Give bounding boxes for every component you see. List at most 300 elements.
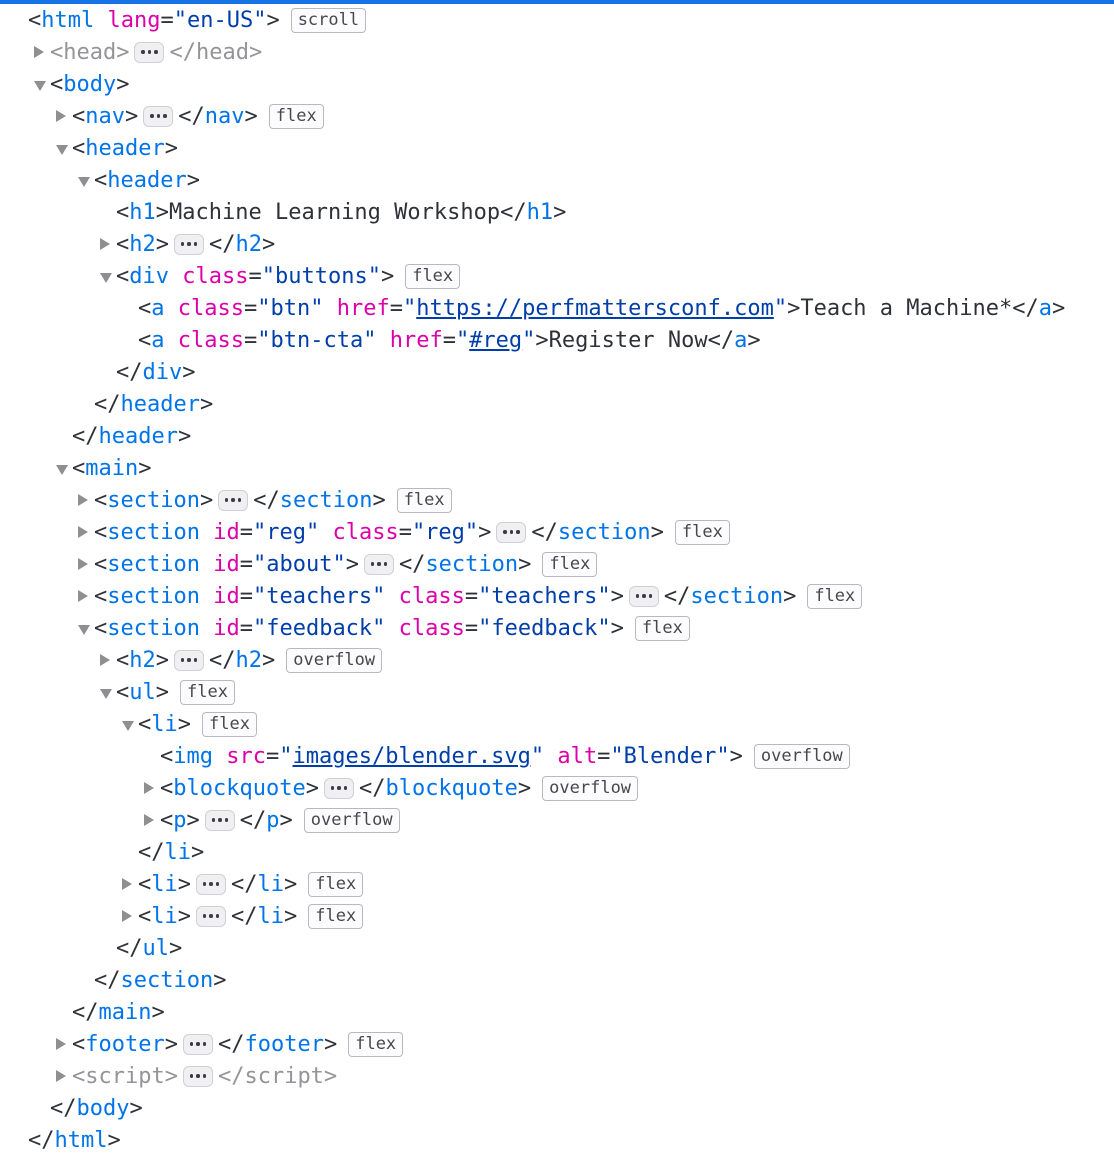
tag-name: li	[151, 711, 178, 737]
syntax-punctuation	[213, 744, 226, 769]
badge-flex[interactable]: flex	[397, 488, 452, 513]
syntax-punctuation: >	[177, 711, 191, 737]
tag-name: li	[164, 839, 191, 865]
tree-row-section[interactable]	[0, 580, 1114, 612]
attribute-name: lang	[107, 7, 161, 33]
indent-spacer	[0, 724, 121, 725]
collapse-arrow-icon[interactable]	[99, 676, 116, 708]
syntax-punctuation: </	[94, 967, 121, 993]
tag-name: html	[54, 1127, 108, 1153]
syntax-punctuation: >	[262, 647, 276, 673]
tag-name: a	[1038, 295, 1052, 321]
tag-name: a	[151, 327, 165, 353]
ellipsis-expander-button[interactable]	[629, 586, 659, 607]
tree-row-li[interactable]	[0, 868, 1114, 900]
syntax-punctuation: </	[231, 871, 258, 897]
indent-spacer	[0, 916, 121, 917]
indent-spacer	[0, 692, 99, 693]
tag-name: body	[63, 71, 117, 97]
tree-row-main[interactable]	[0, 452, 1114, 484]
tree-row-section[interactable]	[0, 516, 1114, 548]
tag-name: p	[266, 807, 280, 833]
attribute-value: "feedback"	[252, 615, 386, 641]
badge-flex[interactable]: flex	[308, 904, 363, 929]
attribute-value: "	[402, 295, 417, 321]
syntax-punctuation: </	[72, 423, 99, 449]
syntax-punctuation: >	[199, 391, 214, 417]
attribute-name: alt	[557, 743, 598, 769]
ellipsis-expander-button[interactable]	[143, 106, 173, 127]
syntax-punctuation: <	[72, 135, 86, 161]
indent-spacer	[0, 436, 72, 437]
tag-name: li	[151, 903, 178, 929]
tag-name: h1	[526, 199, 554, 225]
syntax-punctuation: >	[182, 359, 196, 385]
tree-row-html[interactable]	[0, 1124, 1114, 1156]
syntax-punctuation: </	[500, 199, 527, 225]
attribute-value: "	[522, 327, 536, 353]
syntax-punctuation: <	[116, 199, 130, 225]
syntax-punctuation: =	[239, 519, 253, 545]
tree-row-div[interactable]	[0, 356, 1114, 388]
badge-flex[interactable]: flex	[675, 520, 730, 545]
syntax-punctuation: </	[707, 327, 735, 353]
expand-arrow-icon[interactable]	[33, 36, 50, 68]
syntax-punctuation: <	[116, 231, 130, 257]
attribute-name: id	[213, 519, 240, 545]
syntax-punctuation: =	[239, 551, 253, 577]
syntax-punctuation: >	[517, 775, 532, 801]
tag-name: section	[690, 583, 784, 609]
badge-overflow: overflow	[304, 808, 400, 833]
tree-row-nav[interactable]	[0, 100, 1114, 132]
ellipsis-expander-button[interactable]	[174, 650, 204, 671]
attribute-value: "buttons"	[261, 263, 381, 289]
syntax-punctuation: >	[164, 1031, 178, 1057]
indent-spacer	[0, 628, 77, 629]
tag-name: li	[257, 871, 284, 897]
badge-scroll[interactable]: scroll	[291, 8, 366, 33]
ellipsis-expander-button[interactable]	[364, 554, 394, 575]
indent-spacer	[0, 244, 99, 245]
syntax-punctuation: >	[186, 807, 200, 833]
expand-arrow-icon[interactable]	[55, 100, 72, 132]
expand-arrow-icon[interactable]	[121, 868, 138, 900]
syntax-punctuation: </	[209, 231, 236, 257]
tree-row-body[interactable]	[0, 1092, 1114, 1124]
syntax-punctuation: <	[94, 551, 108, 577]
tag-name: section	[107, 615, 200, 641]
syntax-punctuation: <	[160, 743, 174, 769]
attribute-link[interactable]: https://perfmattersconf.com	[416, 295, 774, 321]
syntax-punctuation: <	[138, 711, 152, 737]
tree-row-script[interactable]	[0, 1060, 1114, 1092]
attribute-value: "btn"	[257, 295, 324, 321]
syntax-punctuation: >	[518, 551, 532, 577]
tag-name: header	[98, 423, 178, 449]
syntax-punctuation: <	[160, 775, 174, 801]
tree-row-h1[interactable]	[0, 196, 1114, 228]
badge-overflow: overflow	[754, 744, 850, 769]
attribute-link[interactable]: images/blender.svg	[292, 743, 531, 769]
attribute-name: id	[213, 583, 240, 609]
syntax-punctuation: >	[323, 1031, 338, 1057]
syntax-punctuation: <	[94, 167, 108, 193]
syntax-punctuation: >	[155, 231, 169, 257]
syntax-punctuation	[200, 520, 213, 545]
indent-spacer	[0, 1108, 50, 1109]
tag-name: footer	[85, 1031, 165, 1057]
indent-spacer	[0, 52, 33, 53]
syntax-punctuation	[165, 296, 178, 321]
collapse-arrow-icon[interactable]	[55, 452, 72, 484]
ellipsis-expander-button[interactable]	[324, 778, 354, 799]
syntax-punctuation: >	[372, 487, 386, 513]
indent-spacer	[0, 1012, 72, 1013]
syntax-punctuation	[544, 744, 557, 769]
syntax-punctuation: >	[478, 519, 492, 545]
tag-name: h1	[129, 199, 156, 225]
syntax-punctuation: =	[243, 295, 258, 321]
tag-name: body	[76, 1095, 130, 1121]
collapse-arrow-icon[interactable]	[99, 260, 116, 292]
syntax-punctuation: =	[442, 327, 456, 353]
syntax-punctuation: <	[138, 295, 152, 321]
tree-row-section[interactable]	[0, 964, 1114, 996]
expand-arrow-icon[interactable]	[77, 580, 94, 612]
tree-row-ul[interactable]	[0, 676, 1114, 708]
syntax-punctuation: >	[266, 7, 280, 33]
syntax-punctuation	[385, 584, 398, 609]
syntax-punctuation: >	[199, 487, 214, 513]
attribute-value: "Blender"	[610, 743, 730, 769]
badge-overflow: overflow	[286, 648, 382, 673]
tree-row-blockquote[interactable]	[0, 772, 1114, 804]
tree-row-a[interactable]	[0, 292, 1114, 324]
tag-name: section	[107, 583, 200, 609]
syntax-punctuation: </	[217, 1031, 245, 1057]
attribute-name: id	[213, 615, 240, 641]
tag-name: li	[257, 903, 284, 929]
text-content: Machine Learning Workshop	[169, 199, 501, 225]
syntax-punctuation: <	[94, 519, 108, 545]
tree-row-p[interactable]	[0, 804, 1114, 836]
expand-arrow-icon[interactable]	[99, 228, 116, 260]
syntax-punctuation: >	[650, 519, 664, 545]
syntax-punctuation	[376, 328, 389, 353]
syntax-punctuation: >	[244, 103, 258, 129]
syntax-punctuation: </	[94, 391, 121, 417]
tag-name: header	[120, 391, 200, 417]
collapse-arrow-icon[interactable]	[55, 132, 72, 164]
dom-tree	[0, 4, 1114, 1156]
attribute-name: href	[389, 327, 443, 353]
collapse-arrow-icon[interactable]	[77, 612, 94, 644]
tag-name: p	[173, 807, 187, 833]
syntax-punctuation: >	[747, 327, 761, 353]
syntax-punctuation: >	[191, 839, 205, 865]
indent-spacer	[0, 788, 143, 789]
indent-spacer	[0, 596, 77, 597]
syntax-punctuation: </	[138, 839, 165, 865]
tree-row-footer[interactable]	[0, 1028, 1114, 1060]
syntax-punctuation: </	[398, 551, 426, 577]
attribute-value: "btn-cta"	[257, 327, 377, 353]
attribute-name: class	[182, 263, 249, 289]
tag-name: div	[129, 263, 169, 289]
syntax-punctuation: >	[783, 583, 797, 609]
badge-flex[interactable]: flex	[542, 552, 597, 577]
syntax-punctuation: <	[72, 455, 86, 481]
syntax-punctuation	[319, 520, 332, 545]
indent-spacer	[0, 1044, 55, 1045]
tree-row-body[interactable]	[0, 68, 1114, 100]
expand-arrow-icon[interactable]	[55, 1060, 72, 1092]
syntax-punctuation: <	[94, 487, 108, 513]
attribute-value: "	[530, 743, 545, 769]
attribute-name: class	[398, 615, 465, 641]
indent-spacer	[0, 308, 138, 309]
indent-spacer	[0, 884, 121, 885]
tag-name: section	[279, 487, 373, 513]
syntax-punctuation: <	[138, 871, 152, 897]
syntax-punctuation: </	[1012, 295, 1039, 321]
badge-flex[interactable]: flex	[202, 712, 257, 737]
ellipsis-expander-button[interactable]	[134, 42, 164, 63]
syntax-punctuation: </	[50, 1095, 77, 1121]
badge-flex[interactable]: flex	[405, 264, 460, 289]
attribute-value: "reg"	[411, 519, 479, 545]
tree-row-header[interactable]	[0, 164, 1114, 196]
syntax-punctuation: =	[464, 615, 479, 641]
syntax-punctuation: </	[72, 999, 99, 1025]
tag-name: section	[107, 551, 200, 577]
tree-row-head[interactable]	[0, 36, 1114, 68]
collapse-arrow-icon[interactable]	[77, 164, 94, 196]
syntax-punctuation: =	[266, 743, 280, 769]
syntax-punctuation	[200, 552, 213, 577]
text-content: Register Now	[548, 327, 708, 353]
expand-arrow-icon[interactable]	[55, 1028, 72, 1060]
attribute-value: "teachers"	[478, 583, 611, 609]
tag-name: a	[734, 327, 748, 353]
tag-name: nav	[204, 103, 245, 129]
syntax-punctuation: </	[531, 519, 558, 545]
indent-spacer	[0, 820, 143, 821]
syntax-punctuation: >	[164, 135, 178, 161]
tag-name: h2	[235, 647, 262, 673]
indent-spacer	[0, 84, 33, 85]
attribute-name: href	[336, 295, 390, 321]
tree-row-header[interactable]	[0, 420, 1114, 452]
expand-arrow-icon[interactable]	[143, 772, 160, 804]
syntax-punctuation: >	[116, 71, 130, 97]
syntax-punctuation	[200, 584, 213, 609]
expand-arrow-icon[interactable]	[77, 484, 94, 516]
syntax-punctuation: >	[284, 903, 298, 929]
syntax-punctuation: <	[72, 1031, 86, 1057]
indent-spacer	[0, 372, 116, 373]
indent-spacer	[0, 468, 55, 469]
badge-flex[interactable]: flex	[269, 104, 324, 129]
syntax-punctuation	[200, 616, 213, 641]
ellipsis-expander-button[interactable]	[496, 522, 526, 543]
syntax-punctuation: >	[107, 1127, 121, 1153]
tag-name: section	[107, 519, 200, 545]
collapsed-markup: <head>	[50, 39, 130, 65]
expand-arrow-icon[interactable]	[99, 644, 116, 676]
tree-row-li[interactable]	[0, 708, 1114, 740]
tree-row-ul[interactable]	[0, 932, 1114, 964]
indent-spacer	[0, 340, 138, 341]
attribute-link[interactable]: #reg	[469, 327, 523, 353]
syntax-punctuation: >	[177, 903, 191, 929]
attribute-value: "teachers"	[252, 583, 386, 609]
ellipsis-expander-button[interactable]	[174, 234, 204, 255]
indent-spacer	[0, 1076, 55, 1077]
syntax-punctuation: =	[389, 295, 403, 321]
indent-spacer	[0, 212, 116, 213]
syntax-punctuation: =	[243, 327, 258, 353]
syntax-punctuation: =	[597, 743, 611, 769]
syntax-punctuation: >	[553, 199, 567, 225]
attribute-value: "feedback"	[478, 615, 611, 641]
syntax-punctuation: >	[729, 743, 743, 769]
syntax-punctuation: </	[116, 359, 143, 385]
syntax-punctuation: >	[151, 999, 165, 1025]
tree-row-li[interactable]	[0, 900, 1114, 932]
syntax-punctuation: >	[345, 551, 359, 577]
indent-spacer	[0, 948, 116, 949]
tree-row-section[interactable]	[0, 484, 1114, 516]
ellipsis-expander-button[interactable]	[218, 490, 248, 511]
attribute-name: class	[177, 327, 244, 353]
expand-arrow-icon[interactable]	[143, 804, 160, 836]
syntax-punctuation: >	[380, 263, 395, 289]
indent-spacer	[0, 980, 94, 981]
tag-name: section	[557, 519, 651, 545]
attribute-name: id	[213, 551, 240, 577]
syntax-punctuation: </	[358, 775, 386, 801]
tree-row-section[interactable]	[0, 548, 1114, 580]
indent-spacer	[0, 1140, 28, 1141]
syntax-punctuation: =	[248, 263, 262, 289]
ellipsis-expander-button[interactable]	[205, 810, 235, 831]
syntax-punctuation: >	[610, 583, 624, 609]
indent-spacer	[0, 660, 99, 661]
syntax-punctuation: <	[72, 103, 86, 129]
syntax-punctuation: </	[663, 583, 691, 609]
syntax-punctuation: >	[262, 231, 276, 257]
collapse-arrow-icon[interactable]	[33, 68, 50, 100]
tag-name: a	[151, 295, 165, 321]
syntax-punctuation: >	[213, 967, 227, 993]
syntax-punctuation: =	[160, 7, 174, 33]
syntax-punctuation: >	[787, 295, 801, 321]
tree-row-a[interactable]	[0, 324, 1114, 356]
tag-name: nav	[85, 103, 125, 129]
expand-arrow-icon[interactable]	[121, 900, 138, 932]
ellipsis-expander-button[interactable]	[183, 1034, 213, 1055]
ellipsis-expander-button[interactable]	[196, 906, 226, 927]
indent-spacer	[0, 116, 55, 117]
tag-name: section	[425, 551, 519, 577]
indent-spacer	[0, 564, 77, 565]
syntax-punctuation: >	[610, 615, 624, 641]
ellipsis-expander-button[interactable]	[183, 1066, 213, 1087]
tag-name: div	[142, 359, 183, 385]
syntax-punctuation: <	[116, 647, 130, 673]
attribute-name: src	[226, 743, 266, 769]
badge-flex[interactable]: flex	[807, 584, 862, 609]
tree-row-img[interactable]	[0, 740, 1114, 772]
syntax-punctuation: </	[178, 103, 205, 129]
badge-flex[interactable]: flex	[635, 616, 690, 641]
tree-row-div[interactable]	[0, 260, 1114, 292]
indent-spacer	[0, 20, 28, 21]
expand-arrow-icon[interactable]	[77, 548, 94, 580]
collapse-arrow-icon[interactable]	[121, 708, 138, 740]
tree-row-li[interactable]	[0, 836, 1114, 868]
badge-flex[interactable]: flex	[348, 1032, 403, 1057]
badge-flex[interactable]: flex	[180, 680, 235, 705]
attribute-value: "reg"	[252, 519, 320, 545]
tag-name: li	[151, 871, 178, 897]
attribute-value: "	[455, 327, 470, 353]
tag-name: blockquote	[173, 775, 306, 801]
tree-row-h2[interactable]	[0, 228, 1114, 260]
syntax-punctuation: >	[129, 1095, 143, 1121]
syntax-punctuation: >	[279, 807, 293, 833]
attribute-name: class	[177, 295, 244, 321]
syntax-punctuation: >	[1052, 295, 1066, 321]
syntax-punctuation: </	[239, 807, 267, 833]
syntax-punctuation	[169, 264, 182, 289]
tag-name: header	[85, 135, 165, 161]
tag-name: h2	[235, 231, 262, 257]
syntax-punctuation: =	[398, 519, 412, 545]
text-content: Teach a Machine*	[800, 295, 1013, 321]
syntax-punctuation: =	[239, 583, 253, 609]
syntax-punctuation: <	[138, 903, 152, 929]
syntax-punctuation: </	[209, 647, 236, 673]
tree-row-header[interactable]	[0, 388, 1114, 420]
tree-row-html[interactable]	[0, 4, 1114, 36]
tag-name: html	[41, 7, 95, 33]
indent-spacer	[0, 532, 77, 533]
indent-spacer	[0, 404, 94, 405]
syntax-punctuation: <	[138, 327, 152, 353]
syntax-punctuation: >	[284, 871, 298, 897]
collapsed-markup: </script>	[217, 1063, 338, 1089]
tree-row-h2[interactable]	[0, 644, 1114, 676]
collapsed-markup: <script>	[72, 1063, 178, 1089]
syntax-punctuation	[94, 8, 107, 33]
syntax-punctuation: </	[253, 487, 280, 513]
attribute-value: "about"	[252, 551, 346, 577]
expand-arrow-icon[interactable]	[77, 516, 94, 548]
ellipsis-expander-button[interactable]	[196, 874, 226, 895]
attribute-value: "	[279, 743, 293, 769]
syntax-punctuation: >	[138, 455, 152, 481]
tree-row-main[interactable]	[0, 996, 1114, 1028]
tree-row-header[interactable]	[0, 132, 1114, 164]
indent-spacer	[0, 756, 160, 757]
badge-flex[interactable]: flex	[308, 872, 363, 897]
tag-name: section	[107, 487, 200, 513]
tree-row-section[interactable]	[0, 612, 1114, 644]
tag-name: header	[107, 167, 187, 193]
